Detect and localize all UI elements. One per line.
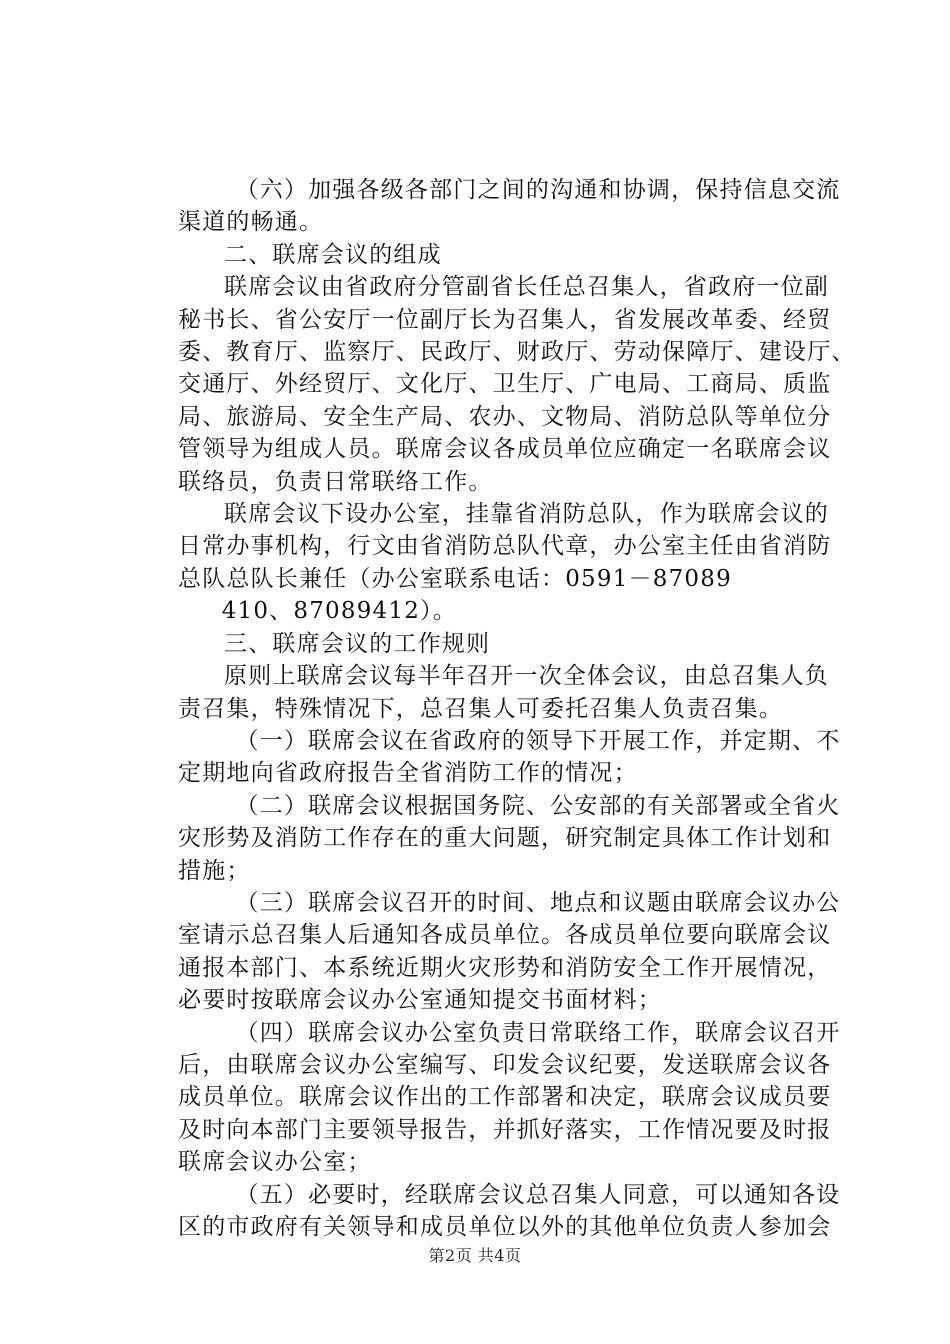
paragraph-item-6 (132, 174, 841, 239)
text-line: 措施； (178, 857, 251, 884)
text-line: 联席会议由省政府分管副省长任总召集人，省政府一位副 (224, 274, 829, 301)
paragraph-rule-5 (132, 1179, 841, 1244)
text-line: 室请示总召集人后通知各成员单位。各成员单位要向联席会议 (178, 922, 832, 949)
text-line: 原则上联席会议每半年召开一次全体会议，由总召集人负 (224, 663, 829, 690)
text-line: （一）联席会议在省政府的领导下开展工作，并定期、不 (235, 727, 841, 754)
text-line: （四）联席会议办公室负责日常联络工作，联席会议召开 (235, 1019, 841, 1046)
text-line: 三、联席会议的工作规则 (224, 630, 491, 657)
text-line: 成员单位。联席会议作出的工作部署和决定，联席会议成员要 (178, 1084, 832, 1111)
text-line: 渠道的畅通。 (178, 209, 324, 236)
text-line: 委、教育厅、监察厅、民政厅、财政厅、劳动保障厅、建设厅、 (178, 339, 856, 366)
text-line: 联络员，负责日常联络工作。 (178, 468, 493, 495)
paragraph-office (132, 498, 832, 628)
text-line: 交通厅、外经贸厅、文化厅、卫生厅、广电局、工商局、质监 (178, 371, 832, 398)
text-line: 区的市政府有关领导和成员单位以外的其他单位负责人参加会 (178, 1214, 832, 1240)
section-heading-rules (132, 628, 832, 660)
text-line: 总队总队长兼任（办公室联系电话：0591－87089 (178, 565, 732, 592)
text-line: 410、87089412）。 (221, 598, 457, 625)
text-line: （二）联席会议根据国务院、公安部的有关部署或全省火 (235, 792, 841, 819)
text-line: 必要时按联席会议办公室通知提交书面材料； (178, 987, 662, 1014)
paragraph-rule-2 (132, 790, 841, 887)
paragraph-composition (132, 271, 856, 498)
text-line: 及时向本部门主要领导报告，并抓好落实，工作情况要及时报 (178, 1116, 832, 1143)
section-heading-composition (132, 239, 832, 271)
paragraph-rule-1 (132, 725, 841, 790)
text-line: （六）加强各级各部门之间的沟通和协调，保持信息交流 (235, 177, 841, 203)
text-line: 日常办事机构，行文由省消防总队代章，办公室主任由省消防 (178, 533, 832, 560)
document-body (132, 174, 856, 1243)
text-line: 二、联席会议的组成 (224, 241, 442, 268)
text-line: 局、旅游局、安全生产局、农办、文物局、消防总队等单位分 (178, 403, 832, 430)
text-line: 管领导为组成人员。联席会议各成员单位应确定一名联席会议 (178, 436, 832, 463)
page-number-footer: 第2页 共4页 (428, 1246, 522, 1265)
text-line: （五）必要时，经联席会议总召集人同意，可以通知各设 (235, 1181, 841, 1208)
text-line: 通报本部门、本系统近期火灾形势和消防安全工作开展情况， (178, 954, 832, 981)
text-line: 联席会议办公室； (178, 1149, 372, 1176)
text-line: 后，由联席会议办公室编写、印发会议纪要，发送联席会议各 (178, 1051, 832, 1078)
text-line: 责召集，特殊情况下，总召集人可委托召集人负责召集。 (178, 695, 783, 722)
paragraph-rules-intro (132, 660, 832, 725)
text-line: （三）联席会议召开的时间、地点和议题由联席会议办公 (235, 889, 841, 916)
text-line: 定期地向省政府报告全省消防工作的情况； (178, 760, 638, 787)
paragraph-rule-4 (132, 1017, 841, 1179)
text-line: 灾形势及消防工作存在的重大问题，研究制定具体工作计划和 (178, 825, 832, 852)
text-line: 联席会议下设办公室，挂靠省消防总队，作为联席会议的 (224, 501, 829, 528)
paragraph-rule-3 (132, 887, 841, 1017)
text-line: 秘书长、省公安厅一位副厅长为召集人，省发展改革委、经贸 (178, 306, 832, 333)
